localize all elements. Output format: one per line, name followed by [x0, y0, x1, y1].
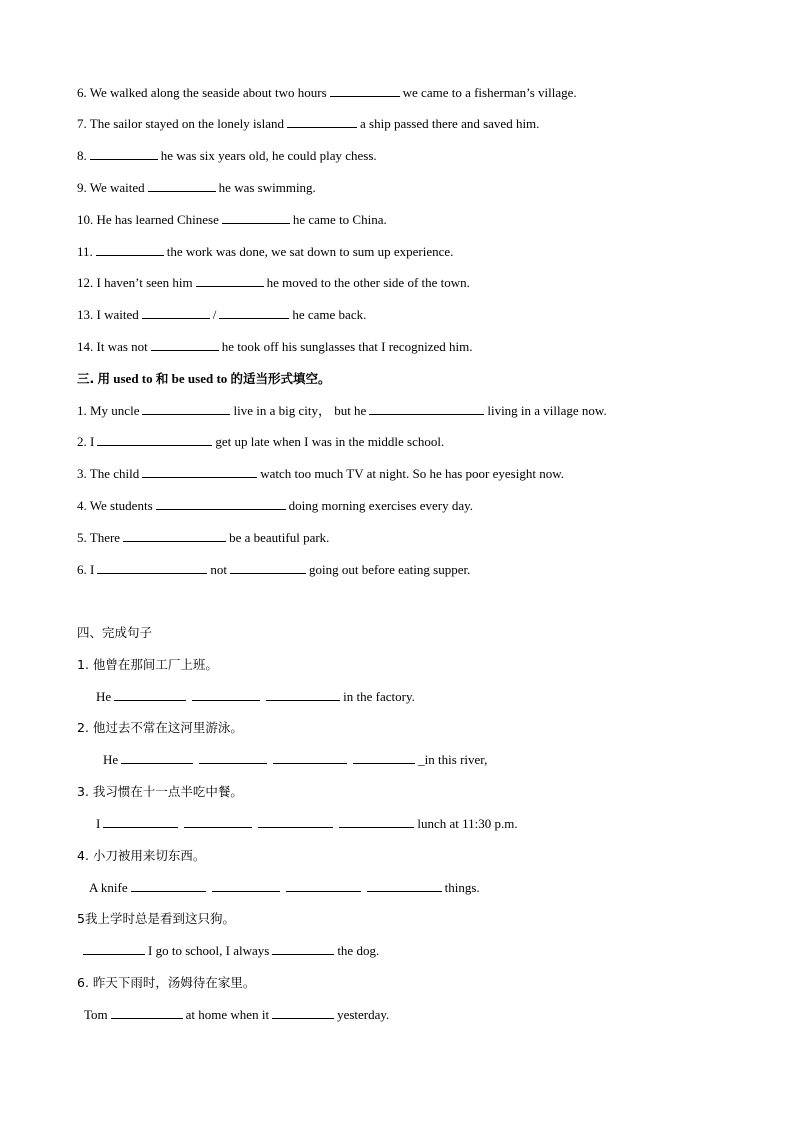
answer-blank[interactable]: [111, 1007, 183, 1019]
section-3-heading: 三. 用 used to 和 be used to 的适当形式填空。: [77, 371, 331, 386]
question-3-6: 6. I not going out before eating supper.: [77, 562, 471, 577]
question-4-5-prompt: 5我上学时总是看到这只狗。: [77, 911, 235, 926]
question-2-9: 9. We waited he was swimming.: [77, 180, 316, 195]
answer-blank[interactable]: [123, 530, 226, 542]
answer-blank[interactable]: [286, 880, 361, 892]
answer-blank[interactable]: [353, 752, 415, 764]
answer-blank[interactable]: [230, 562, 306, 574]
answer-blank[interactable]: [96, 244, 164, 256]
answer-blank[interactable]: [131, 880, 206, 892]
question-2-7: 7. The sailor stayed on the lonely island a ship passed there and saved him.: [77, 116, 540, 131]
answer-blank[interactable]: [222, 212, 290, 224]
answer-blank[interactable]: [156, 498, 286, 510]
answer-blank[interactable]: [287, 116, 357, 128]
question-3-3: 3. The child watch too much TV at night. So he has poor eyesight now.: [77, 466, 565, 481]
answer-blank[interactable]: [184, 816, 252, 828]
question-2-8: 8. he was six years old, he could play chess.: [77, 148, 377, 163]
question-3-2: 2. I get up late when I was in the middle school.: [77, 434, 445, 449]
answer-blank[interactable]: [219, 307, 289, 319]
question-3-4: 4. We students doing morning exercises every day.: [77, 498, 473, 513]
section-4-heading: 四、完成句子: [77, 625, 153, 640]
question-4-5-answer: I go to school, I always the dog.: [80, 943, 379, 959]
question-4-4-prompt: 4. 小刀被用来切东西。: [77, 848, 206, 863]
question-4-2-answer: He _in this river,: [103, 752, 488, 767]
answer-blank[interactable]: [90, 148, 158, 160]
answer-blank[interactable]: [97, 434, 212, 446]
answer-blank[interactable]: [258, 816, 333, 828]
answer-blank[interactable]: [212, 880, 280, 892]
question-2-10: 10. He has learned Chinese he came to China.: [77, 212, 387, 227]
question-4-4-answer: A knife things.: [89, 880, 480, 895]
question-4-6-answer: Tom at home when it yesterday.: [84, 1007, 390, 1022]
answer-blank[interactable]: [114, 689, 186, 701]
answer-blank[interactable]: [367, 880, 442, 892]
answer-blank[interactable]: [272, 943, 334, 955]
answer-blank[interactable]: [272, 1007, 334, 1019]
question-2-13: 13. I waited / he came back.: [77, 307, 367, 322]
question-2-11: 11. the work was done, we sat down to sum up experience.: [77, 244, 454, 259]
question-2-6: 6. We walked along the seaside about two hours we came to a fisherman’s village.: [77, 85, 577, 100]
question-4-1-prompt: 1. 他曾在那间工厂上班。: [77, 657, 218, 672]
answer-blank[interactable]: [103, 816, 178, 828]
answer-blank[interactable]: [339, 816, 414, 828]
question-3-1: 1. My uncle live in a big city， but he living in a village now.: [77, 403, 607, 418]
question-4-1-answer: He in the factory.: [96, 689, 415, 704]
answer-blank[interactable]: [97, 562, 207, 574]
answer-blank[interactable]: [148, 180, 216, 192]
answer-blank[interactable]: [151, 339, 219, 351]
question-3-5: 5. There be a beautiful park.: [77, 530, 330, 545]
question-4-3-prompt: 3. 我习惯在十一点半吃中餐。: [77, 784, 243, 799]
answer-blank[interactable]: [192, 689, 260, 701]
answer-blank[interactable]: [330, 85, 400, 97]
answer-blank[interactable]: [83, 943, 145, 955]
question-4-6-prompt: 6. 昨天下雨时，汤姆待在家里。: [77, 975, 256, 990]
answer-blank[interactable]: [121, 752, 193, 764]
answer-blank[interactable]: [369, 403, 484, 415]
answer-blank[interactable]: [142, 307, 210, 319]
question-4-2-prompt: 2. 他过去不常在这河里游泳。: [77, 720, 243, 735]
answer-blank[interactable]: [142, 466, 257, 478]
answer-blank[interactable]: [142, 403, 230, 415]
question-2-12: 12. I haven’t seen him he moved to the other side of the town.: [77, 275, 470, 290]
answer-blank[interactable]: [273, 752, 347, 764]
answer-blank[interactable]: [266, 689, 340, 701]
answer-blank[interactable]: [199, 752, 267, 764]
question-4-3-answer: I lunch at 11:30 p.m.: [96, 816, 518, 831]
answer-blank[interactable]: [196, 275, 264, 287]
question-2-14: 14. It was not he took off his sunglasses that I recognized him.: [77, 339, 473, 354]
